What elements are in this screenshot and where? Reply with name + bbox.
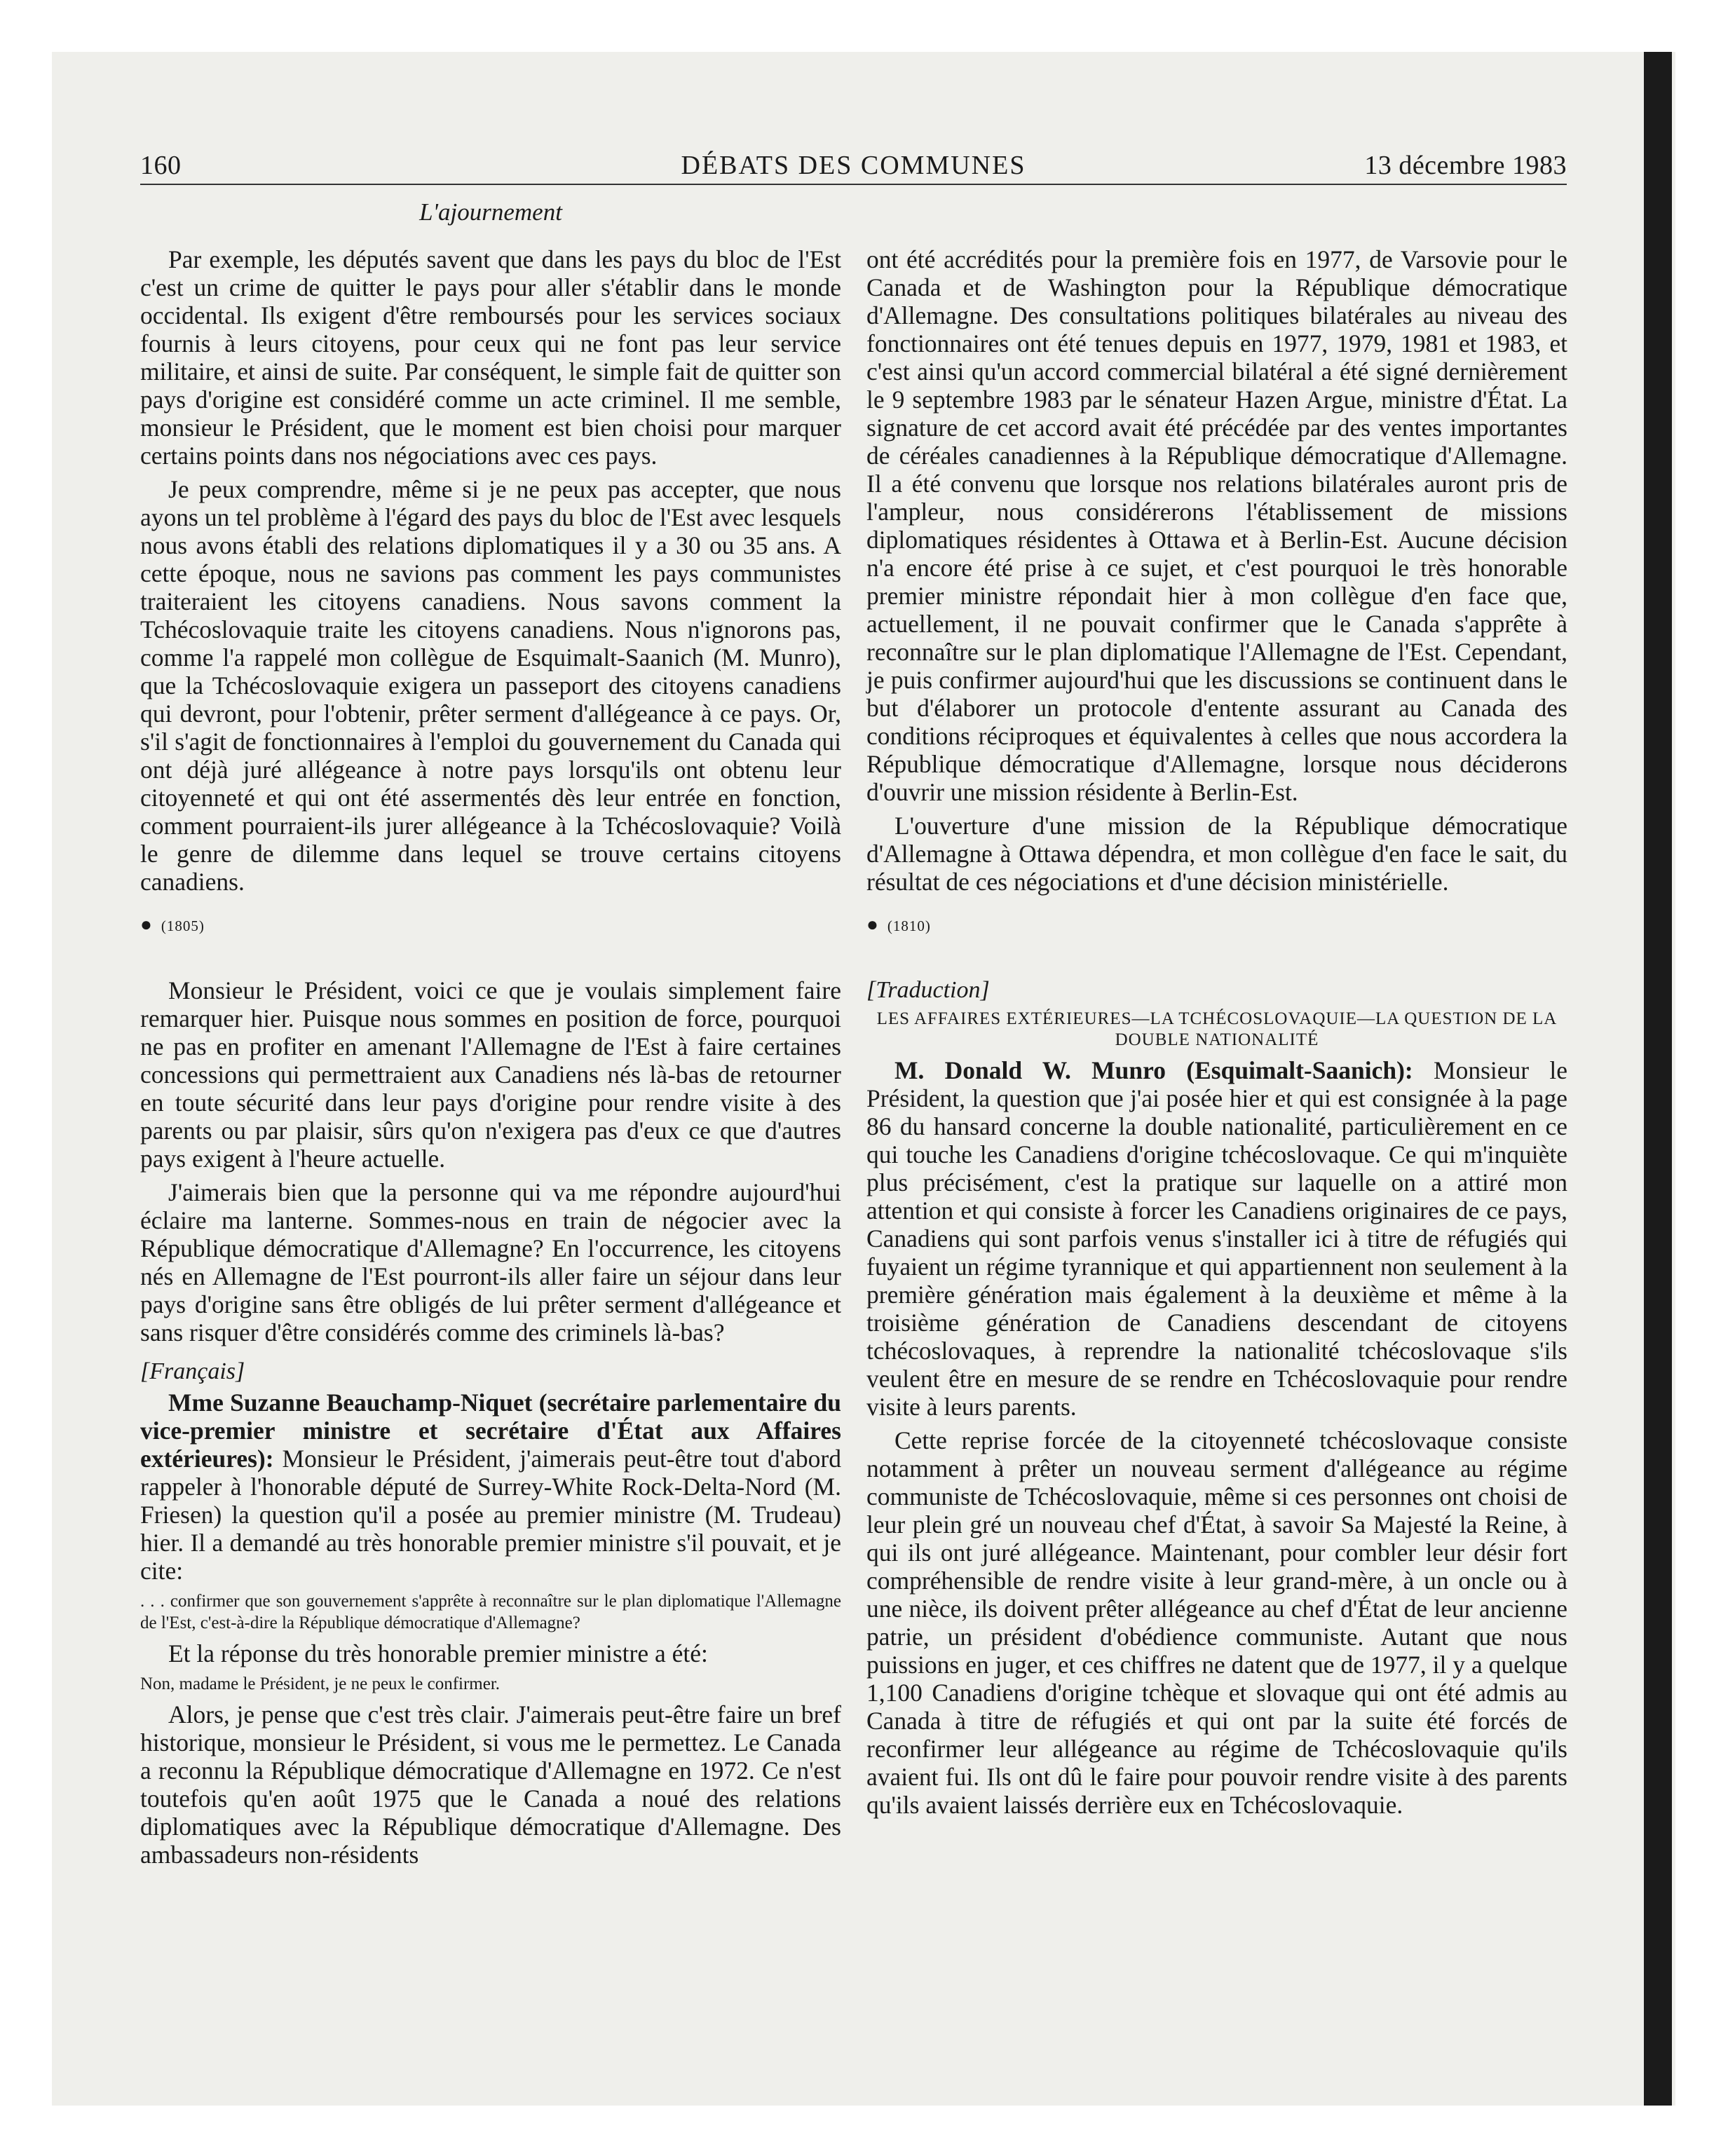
- time-label: (1810): [887, 917, 931, 934]
- speech-paragraph: [140, 1389, 841, 1585]
- paragraph: ont été accrédités pour la première fois en 1977, de Varsovie pour le Canada et de Washington pour la République démocratique d'Allemagne. Des consultations politiques bilatérales au niveau des fonctionnaires ont été tenues depuis en 1977, 1979, 1981 et 1983, et c'est ainsi qu'un accord commercial bilatéral a été signé dernièrement le 9 septembre 1983 par le sénateur Hazen Argue, ministre d'État. La signature de cet accord avait été précédée par des ventes importantes de céréales canadiennes à la République démocratique d'Allemagne. Il a été convenu que lorsque nos relations bilatérales auront pris de l'ampleur, nous considérerons l'établissement de missions diplomatiques résidentes à Ottawa et à Berlin-Est. Aucune décision n'a encore été prise à ce sujet, et c'est pourquoi le très honorable premier ministre répondait hier à mon collègue d'en face que, actuellement, il ne pouvait confirmer que le Canada s'apprête à reconnaître sur le plan diplomatique l'Allemagne de l'Est. Cependant, je puis confirmer aujourd'hui que les discussions se continuent dans le but d'élaborer un protocole d'entente assurant au Canada des conditions réciproques et équivalentes à celles que nous accordera la République démocratique d'Allemagne, lorsque nous déciderons d'ouvrir une mission résidente à Berlin-Est.: [866, 245, 1567, 806]
- left-column: [140, 245, 841, 1874]
- subject-heading: LES AFFAIRES EXTÉRIEURES—LA TCHÉCOSLOVAQUIE—LA QUESTION DE LA DOUBLE NATIONALITÉ: [876, 1009, 1558, 1049]
- quotation: Non, madame le Président, je ne peux le confirmer.: [140, 1674, 501, 1693]
- paragraph: Je peux comprendre, même si je ne peux pas accepter, que nous ayons un tel problème à l'égard des pays du bloc de l'Est avec lesquels nous avons établi des relations diplomatiques il y a 30 ou 35 ans. A cette époque, nous ne savions pas comment les pays communistes traiteraient les citoyens canadiens. Nous savons comment la Tchécoslovaquie traite les citoyens canadiens. Nous n'ignorons pas, comme l'a rappelé mon collègue de Esquimalt-Saanich (M. Munro), que la Tchécoslovaquie exigera un passeport des citoyens canadiens qui devront, pour l'obtenir, prêter serment d'allégeance à ce pays. Or, s'il s'agit de fonctionnaires à l'emploi du gouvernement du Canada qui ont déjà juré allégeance à notre pays lorsqu'ils ont obtenu leur citoyenneté et qui ont été assermentés dès leur entrée en fonction, comment pourraient-ils jurer allégeance à la Tchécoslovaquie? Voilà le genre de dilemme dans lequel se trouve certains citoyens canadiens.: [140, 475, 841, 896]
- section-title: L'ajournement: [419, 198, 562, 226]
- paragraph: Alors, je pense que c'est très clair. J'aimerais peut-être faire un bref historique, monsieur le Président, si vous me le permettez. Le Canada a reconnu la République démocratique d'Allemagne en 1972. Ce n'est toutefois qu'en août 1975 que le Canada a noué des relations diplomatiques avec la République démocratique d'Allemagne. Des ambassadeurs non-résidents: [140, 1700, 841, 1869]
- publication-title: DÉBATS DES COMMUNES: [681, 151, 1026, 180]
- time-marker: [866, 911, 1567, 940]
- language-tag: [Français]: [140, 1358, 245, 1384]
- bullet-icon: ●: [866, 914, 879, 936]
- paragraph: J'aimerais bien que la personne qui va me répondre aujourd'hui éclaire ma lanterne. Sommes-nous en train de négocier avec la République démocratique d'Allemagne? En l'occurrence, les citoyens nés en Allemagne de l'Est pourront-ils aller faire un séjour dans leur pays d'origine sans être obligés de lui prêter serment d'allégeance et sans risquer d'être considérés comme des criminels là-bas?: [140, 1178, 841, 1346]
- speech-text: Monsieur le Président, j'aimerais peut-être tout d'abord rappeler à l'honorable député de Surrey-White Rock-Delta-Nord (M. Friesen) la question qu'il a posée au premier ministre (M. Trudeau) hier. Il a demandé au très honorable premier ministre s'il pouvait, et je cite:: [140, 1445, 841, 1585]
- paragraph: Par exemple, les députés savent que dans les pays du bloc de l'Est c'est un crime de quitter le pays pour aller s'établir dans le monde occidental. Ils exigent d'être remboursés pour les services sociaux fournis à leurs citoyens, pour ceux qui ne font pas leur service militaire, et ainsi de suite. Par conséquent, le simple fait de quitter son pays d'origine est considéré comme un acte criminel. Il me semble, monsieur le Président, que le moment est bien choisi pour marquer certains points dans nos négociations avec ces pays.: [140, 245, 841, 470]
- paragraph: L'ouverture d'une mission de la République démocratique d'Allemagne à Ottawa dépendra, et mon collègue d'en face le sait, du résultat de ces négociations et d'une décision ministérielle.: [866, 812, 1567, 896]
- bullet-icon: ●: [140, 914, 153, 936]
- publication-date: 13 décembre 1983: [1364, 151, 1567, 180]
- quotation: . . . confirmer que son gouvernement s'apprête à reconnaître sur le plan diplomatique l'Allemagne de l'Est, c'est-à-dire la République démocratique d'Allemagne?: [140, 1592, 841, 1632]
- speaker-name: M. Donald W. Munro (Esquimalt-Saanich):: [894, 1056, 1413, 1084]
- paragraph: Monsieur le Président, voici ce que je voulais simplement faire remarquer hier. Puisque nous sommes en position de force, pourquoi ne pas en profiter en amenant l'Allemagne de l'Est à faire certaines concessions qui permettraient aux Canadiens nés là-bas de retourner en toute sécurité dans leur pays d'origine pour rendre visite à des parents ou par plaisir, sûrs qu'on n'exigera pas d'eux ce que d'autres pays exigent à l'heure actuelle.: [140, 976, 841, 1173]
- speech-paragraph: [866, 1056, 1567, 1421]
- right-column: [866, 245, 1567, 1824]
- language-tag: [Traduction]: [866, 977, 990, 1003]
- running-header: [140, 147, 1567, 185]
- speech-text: Monsieur le Président, la question que j'ai posée hier et qui est consignée à la page 86 du hansard concerne la double nationalité, particulièrement en ce qui touche les Canadiens d'origine tchécoslovaque. Ce qui m'inquiète plus précisément, c'est la pratique sur laquelle on a attiré mon attention et qui consiste à forcer les Canadiens originaires de ce pays, Canadiens qui sont parfois venus s'installer ici à titre de réfugiés qui fuyaient un régime tyrannique et qui appartiennent non seulement à la première génération mais également à la deuxième et même à la troisième génération de Canadiens descendant de citoyens tchécoslovaques, à reprendre la nationalité tchécoslovaque s'ils veulent être en mesure de se rendre en Tchécoslovaquie pour rendre visite à leurs parents.: [866, 1056, 1567, 1421]
- speaker-name: Mme Suzanne Beauchamp-Niquet (secrétaire parlementaire du vice-premier ministre et secrétaire d'État aux Affaires extérieures):: [140, 1389, 841, 1473]
- page-number: 160: [140, 151, 182, 180]
- scan-edge-bar: [1644, 52, 1672, 2106]
- paragraph: Et la réponse du très honorable premier ministre a été:: [168, 1639, 708, 1667]
- time-label: (1805): [161, 917, 205, 934]
- time-marker: [140, 911, 841, 940]
- paragraph: Cette reprise forcée de la citoyenneté tchécoslovaque consiste notamment à prêter un nouveau serment d'allégeance au régime communiste de Tchécoslovaquie, même si ces personnes ont choisi de leur plein gré un nouveau chef d'État, à savoir Sa Majesté la Reine, à qui ils ont juré allégeance. Maintenant, pour combler leur désir fort compréhensible de rendre visite à leur grand-mère, à un oncle ou à une nièce, ils doivent prêter allégeance au chef d'État de leur ancienne patrie, un président d'obédience communiste. Autant que nous puissions en juger, et ces chiffres ne datent que de 1977, il y a quelque 1,100 Canadiens d'origine tchèque et slovaque qui ont été admis au Canada à titre de réfugiés et qui ont par la suite été forcés de reconfirmer leur allégeance au régime de Tchécoslovaquie qu'ils avaient fui. Ils ont dû le faire pour pouvoir rendre visite à des parents qu'ils avaient laissés derrière eux en Tchécoslovaquie.: [866, 1426, 1567, 1819]
